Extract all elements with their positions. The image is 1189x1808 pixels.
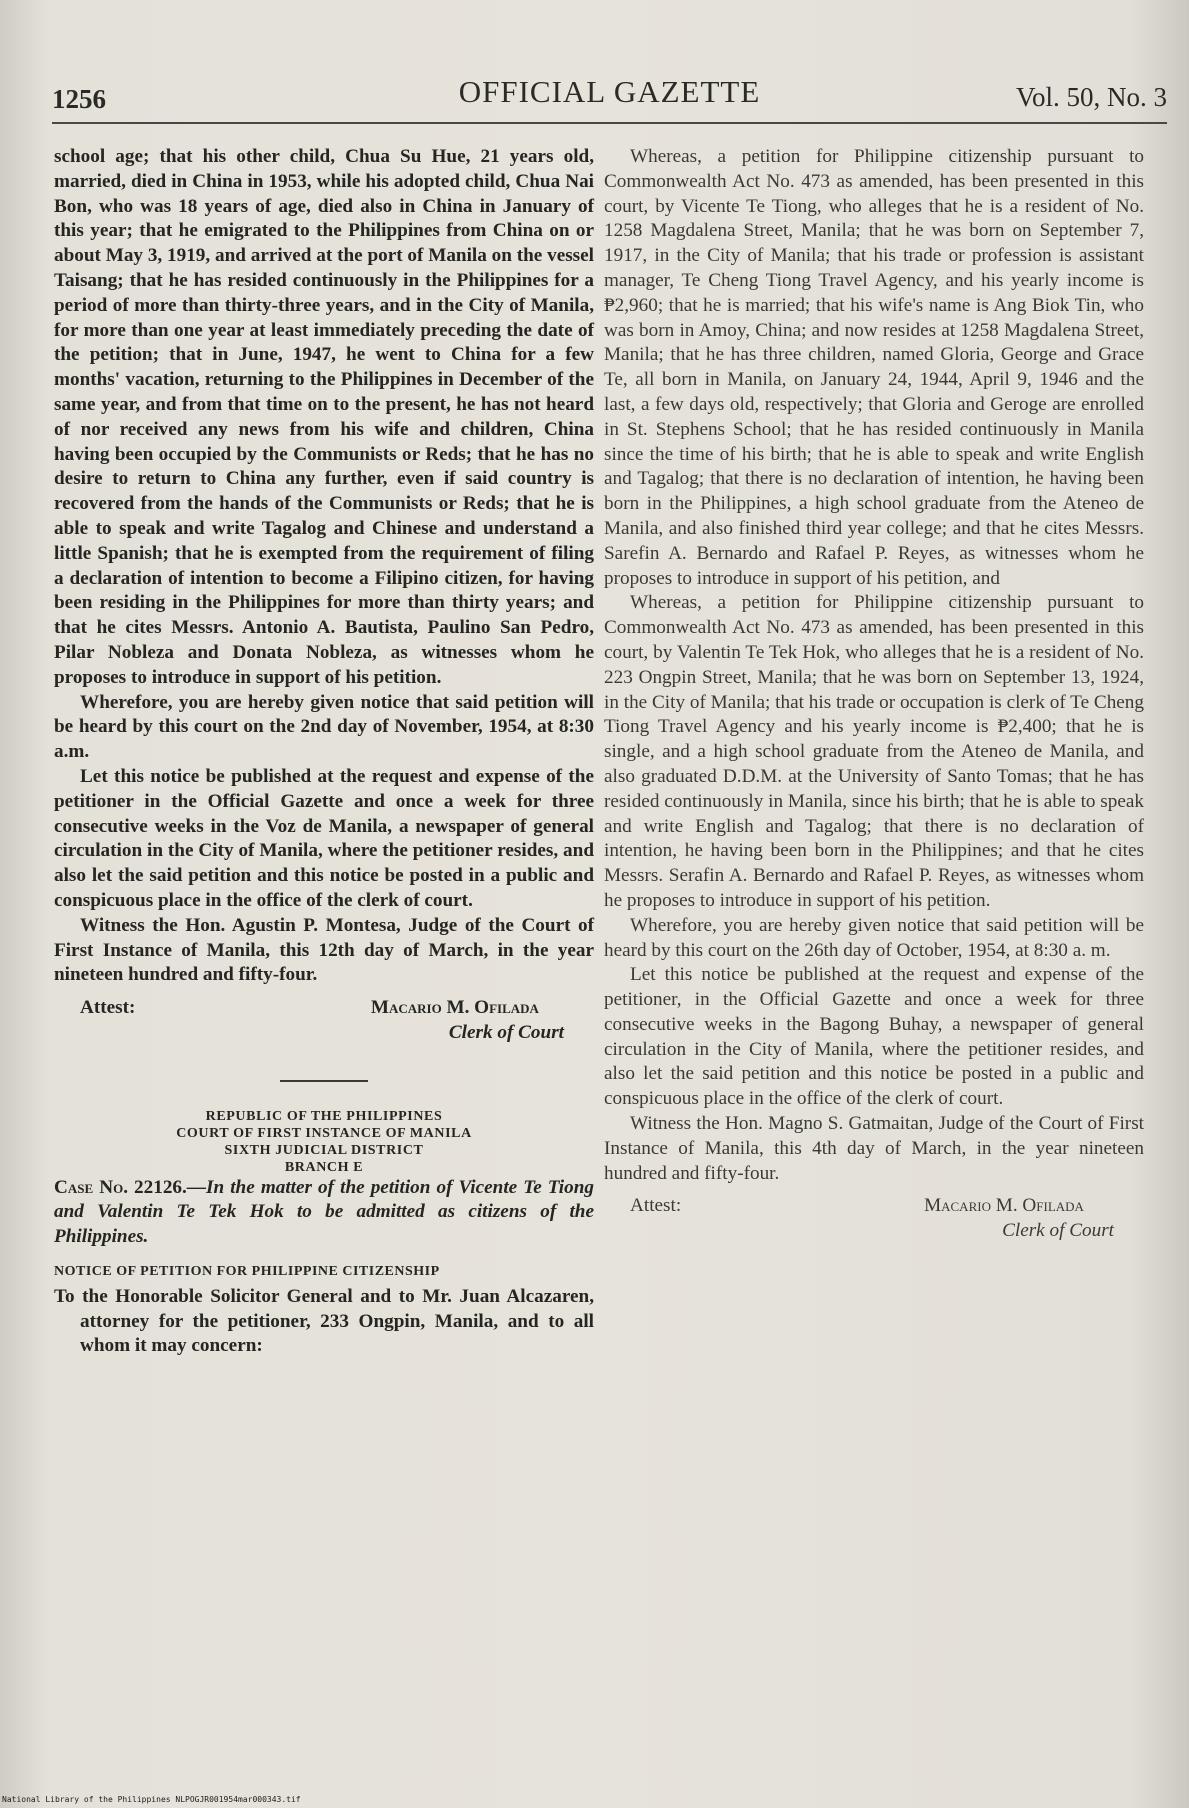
- signer-title: Clerk of Court: [1002, 1220, 1114, 1242]
- attest-label: Attest:: [630, 1195, 682, 1217]
- left-paragraph-4: Witness the Hon. Agustin P. Montesa, Judge of the Court of First Instance of Manila, this 12th day of March, in the year nineteen hundred and fifty-four.: [54, 914, 594, 986]
- page-title: OFFICIAL GAZETTE: [458, 74, 761, 109]
- section-divider: [280, 1080, 368, 1082]
- court-line: BRANCH E: [284, 1159, 364, 1175]
- signature-block: [371, 996, 594, 1046]
- signer-name: Macario M. Ofilada: [370, 997, 539, 1019]
- header-rule: [52, 122, 1167, 124]
- court-line: SIXTH JUDICIAL DISTRICT: [224, 1142, 424, 1158]
- scan-footer: National Library of the Philippines NLPOGJR001954mar000343.tif: [2, 1795, 301, 1804]
- right-column: [604, 145, 1144, 1244]
- court-line: COURT OF FIRST INSTANCE OF MANILA: [176, 1125, 472, 1141]
- court-line: REPUBLIC OF THE PHILIPPINES: [205, 1108, 443, 1124]
- page-number: 1256: [52, 84, 106, 114]
- right-paragraph-1: Whereas, a petition for Philippine citizenship pursuant to Commonwealth Act No. 473 as amended, has been presented in this court, by Vicente Te Tiong, who alleges that he is a resident of No. 1258 Magdalena Street, Manila; that he was born on September 7, 1917, in the City of Manila; that his trade or profession is assistant manager, Te Cheng Tiong Travel Agency, and his yearly income is ₱2,960; that he is married; that his wife's name is Ang Biok Tin, who was born in Amoy, China; and now resides at 1258 Magdalena Street, Manila; that he has three children, named Gloria, George and Grace Te, all born in Manila, on January 24, 1944, April 9, 1946 and the last, a few days old, respectively; that Gloria and Geroge are enrolled in St. Stephens School; that he has resided continuously in Manila since the time of his birth; that he is able to speak and write English and Tagalog; that there is no declaration of intention, he having been born in the Philippines, a high school graduate from the Ateneo de Manila, and also finished third year college; and that he cites Messrs. Sarefin A. Bernardo and Rafael P. Reyes, as witnesses whom he proposes to introduce in support of his petition, and: [604, 146, 1144, 589]
- case-description: —In the matter of the petition of Vicente Te Tiong and Valentin Te Tek Hok to be admitted as citizens of the Philippines.: [54, 1176, 594, 1248]
- court-heading: [54, 1108, 594, 1176]
- addressed-to: To the Honorable Solicitor General and to Mr. Juan Alcazaren, attorney for the petitioner, 233 Ongpin, Manila, and to all whom it may concern:: [54, 1285, 594, 1357]
- signer-name: Macario M. Ofilada: [924, 1195, 1084, 1217]
- page-header: [52, 68, 1167, 118]
- right-paragraph-5: Witness the Hon. Magno S. Gatmaitan, Judge of the Court of First Instance of Manila, this 4th day of March, in the year nineteen hundred and fifty-four.: [604, 1113, 1144, 1184]
- right-paragraph-2: Whereas, a petition for Philippine citizenship pursuant to Commonwealth Act No. 473 as amended, has been presented in this court, by Valentin Te Tek Hok, who alleges that he is a resident of No. 223 Ongpin Street, Manila; that he was born on September 13, 1924, in the City of Manila; that his trade or occupation is clerk of Te Cheng Tiong Travel Agency and his yearly income is ₱2,400; that he is single, and a high school graduate from the Ateneo de Manila, and also graduated D.D.M. at the University of Santo Tomas; that he has resided continuously in Manila, since his birth; that he is able to speak and write English and Tagalog; that there is no declaration of intention, he having been born in the Philippines; and that he cites Messrs. Serafin A. Bernardo and Rafael P. Reyes, as witnesses whom he proposes to introduce in support of his petition.: [604, 592, 1144, 911]
- right-attest: [604, 1194, 1144, 1244]
- volume-label: Vol. 50, No. 3: [1015, 82, 1167, 112]
- right-paragraph-4: Let this notice be published at the request and expense of the petitioner, in the Official Gazette and once a week for three consecutive weeks in the Bagong Buhay, a newspaper of general circulation in the City of Manila, where the petitioner resides, and also let the said petition and this notice be posted in a public and conspicuous place in the office of the clerk of court.: [604, 964, 1144, 1110]
- left-paragraph-3: Let this notice be published at the request and expense of the petitioner in the Official Gazette and once a week for three consecutive weeks in the Voz de Manila, a newspaper of general circulation in the City of Manila, where the petitioner resides, and also let the said petition and this notice be posted in a public and conspicuous place in the office of the clerk of court.: [54, 765, 594, 911]
- left-column: [54, 145, 594, 1359]
- attest-label: Attest:: [80, 997, 136, 1019]
- signature-block: [924, 1194, 1144, 1244]
- notice-heading: NOTICE OF PETITION FOR PHILIPPINE CITIZENSHIP: [54, 1264, 440, 1280]
- case-number: Case No. 22126.: [54, 1176, 187, 1198]
- left-attest: [54, 996, 594, 1046]
- left-paragraph-1: school age; that his other child, Chua Su Hue, 21 years old, married, died in China in 1953, while his adopted child, Chua Nai Bon, who was 18 years of age, died also in China in January of this year; that he emigrated to the Philippines from China on or about May 3, 1919, and arrived at the port of Manila on the vessel Taisang; that he has resided continuously in the Philippines for a period of more than thirty-three years, and in the City of Manila, for more than one year at least immediately preceding the date of the petition; that in June, 1947, he went to China for a few months' vacation, returning to the Philippines in December of the same year, and from that time on to the present, he has not heard of nor received any news from his wife and children, China having been occupied by the Communists or Reds; that he has no desire to return to China any further, even if said country is recovered from the hands of the Communists or Reds; that he is able to speak and write Tagalog and Chinese and understand a little Spanish; that he is exempted from the requirement of filing a declaration of intention to become a Filipino citizen, for having been residing in the Philippines for more than thirty years; and that he cites Messrs. Antonio A. Bautista, Paulino San Pedro, Pilar Nobleza and Donata Nobleza, as witnesses whom he proposes to introduce in support of his petition.: [54, 146, 594, 688]
- right-paragraph-3: Wherefore, you are hereby given notice that said petition will be heard by this court on the 26th day of October, 1954, at 8:30 a. m.: [604, 914, 1144, 961]
- left-paragraph-2: Wherefore, you are hereby given notice that said petition will be heard by this court on the 2nd day of November, 1954, at 8:30 a.m.: [54, 691, 594, 763]
- case-caption: [54, 1176, 594, 1250]
- signer-title: Clerk of Court: [448, 1021, 564, 1043]
